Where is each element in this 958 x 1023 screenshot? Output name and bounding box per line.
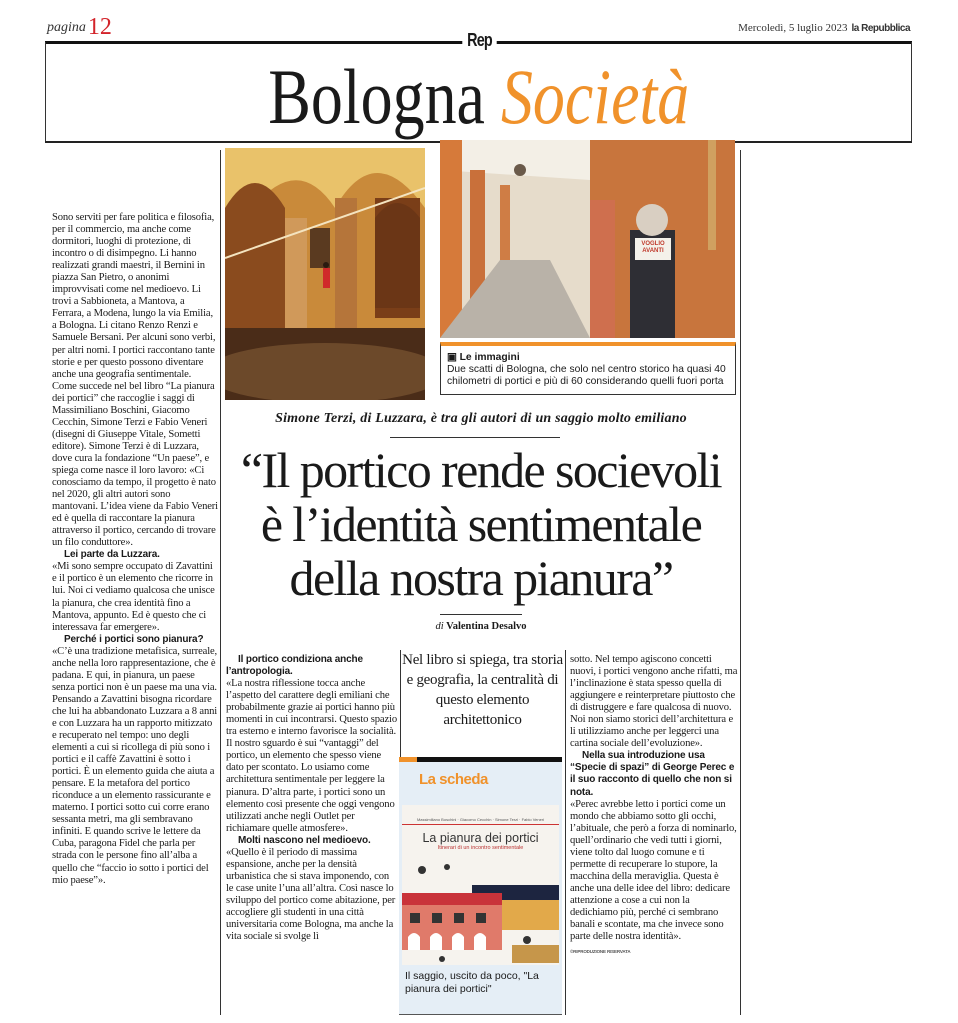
book-subtitle: Itinerari di un incontro sentimentale (437, 845, 524, 851)
headline-line: è l’identità sentimentale (260, 496, 702, 552)
date: Mercoledì, 5 luglio 2023 (738, 22, 848, 34)
title-city: Bologna (267, 53, 485, 140)
camera-icon: ▣ (447, 352, 457, 363)
copyright: ©RIPRODUZIONE RISERVATA (570, 949, 631, 955)
subheading: Nella sua introduzione usa “Specie di spazi” di George Perec e il suo racconto di quello che non si nota. (570, 750, 735, 798)
book-cover (402, 805, 559, 965)
right-column (570, 654, 740, 958)
headline (225, 443, 737, 605)
kicker-rule (390, 437, 560, 438)
left-column (52, 212, 218, 887)
headline-line: “Il portico rende socievoli (240, 442, 722, 498)
paragraph: Sono serviti per fare politica e filosofia, per il commercio, ma anche come dormitori, luoghi di protezione, di incontro o di disimpegno. Li hanno realizzati grandi maestri, il Bernini in piazza San Pietro, o anonimi improvvisati come nel medioevo. Li trovi a Sabbioneta, a Mantova, a Ferrara, a Modena, lungo la via Emilia, a Bologna. Li citano Renzo Renzi e Samuele Bersani. Per alcuni sono verbi, per altri nomi. I portici raccontano tante storie e per questo possono diventare anche una geografia sentimentale. Come succede nel bel libro “La pianura dei portici” che raccoglie i saggi di Massimiliano Boschini, Giacomo Cecchin, Simone Terzi e Fabio Veneri (disegni di Giuseppe Vitale, Sometti editore). Simone Terzi è di Luzzara, dove cura la fondazione “Un paese”, e spiega come nasce il loro lavoro: «Ci conosciamo da tempo, il progetto è nato nel 2020, gli altri autori sono mantovani. L’idea viene da Fabio Veneri ed è quella di raccontare la pianura attraverso il portico, cercando di trovare un filo conduttore». (52, 212, 218, 549)
paragraph: «Mi sono sempre occupato di Zavattini e il portico è un elemento che ricorre in lui. Noi ci vediamo qualcosa che unisce la pianura, che crea identità fino a Mantova, appunto. Ed è questo che ci interessava far emergere». (52, 561, 215, 633)
page-number-value: 12 (87, 14, 112, 40)
book-caption: Il saggio, uscito da poco, "La pianura dei portici" (405, 970, 539, 995)
book-title: La pianura dei portici (422, 831, 539, 845)
box-bar (399, 757, 562, 762)
box-label: La scheda (419, 771, 488, 788)
photo-illustration (440, 140, 735, 338)
column-rule (565, 650, 566, 1015)
byline (225, 621, 737, 632)
page-number (47, 14, 112, 41)
mural-sign: VOGLIO AVANTI (635, 238, 671, 260)
paragraph: sotto. Nel tempo agiscono concetti nuovi, i portici vengono anche rifatti, ma l’inclinazione è stata spesso quella di aggiungere e reinterpretare piuttosto che di distruggere e fare qualcosa di nuovo. Noi non siamo storici dell’architettura e li utilizziamo anche per leggerci una cartina sociale dell’evoluzione». (570, 654, 738, 750)
section-title (45, 52, 912, 142)
kicker: Simone Terzi, di Luzzara, è tra gli autori di un saggio molto emiliano (275, 411, 687, 426)
paragraph: «Quello è il periodo di massima espansione, anche per la densità urbanistica che si stava imponendo, con le case unite l’una all’altra. Così nasce lo sviluppo del portico come abitazione, per accogliere gli studenti in una città universitaria come Bologna, ma anche la vita sociale si svolge lì (226, 846, 396, 943)
dateline (738, 22, 910, 34)
photo-illustration (225, 148, 425, 400)
cover-illustration (402, 855, 559, 965)
paragraph: «C’è una tradizione metafisica, surreale, anche nella loro rappresentazione, che è padana. E qui, in pianura, un paese senza portici non è un paese ma una via. Pensando a Zavattini bisogna ricordare che lui ha abbandonato Luzzara a 8 anni e con Luzzara ha un rapporto mitizzato e recuperato nel tempo: uno degli elementi a cui si ricollega di più sono i portici e il caffè Zavattini è sotto i portici. È un elemento guida che aiuta a pensare. E la metafora del portico riconduce a un elemento rassicurante e materno. I portici sotto cui corre erano sessanta metri, ma gli sembravano infiniti. E quando scrive le lettere da Cuba, paragona Fidel che parla per strada con le persone fino all’alba a quello che “faccio io sotto i portici del mio paese”». (52, 645, 218, 886)
page-label: pagina (47, 20, 86, 35)
photo-portico-mural (440, 140, 735, 338)
photo-caption (440, 342, 736, 395)
rep-logo: Rep (462, 30, 496, 51)
subheading: Lei parte da Luzzara. (64, 549, 160, 561)
book-authors: Massimiliano Boschini · Giacomo Cecchin · Simone Terzi · Fabio Veneri (402, 817, 559, 825)
newspaper-logo: la Repubblica (851, 23, 910, 34)
byline-prefix: di (435, 621, 444, 632)
caption-title: Le immagini (459, 352, 520, 363)
pull-quote: Nel libro si spiega, tra storia e geografia, la centralità di questo elemento architettonico (402, 652, 563, 728)
caption-text: Due scatti di Bologna, che solo nel centro storico ha quasi 40 chilometri di portici e più di 60 considerando quelli fuori porta (447, 364, 726, 387)
paragraph: «Perec avrebbe letto i portici come un mondo che abbiamo sotto gli occhi, l’abituale, che però a forza di nominarlo, quell’ordinario che vedi tutti i giorni, viene tolto dal luogo comune e ti permette di recuperare lo stupore, la macchina della meraviglia. Questa è anche una delle idee del libro: dedicare attenzione a cose a cui non la dedichiamo più, perché ci sembrano banali e scontate, ma che invece sono parte delle nostra identità». (570, 798, 737, 943)
column-rule (220, 150, 221, 1015)
headline-line: della nostra pianura” (289, 550, 673, 606)
book-box (399, 757, 562, 1015)
paragraph: «La nostra riflessione tocca anche l’aspetto del carattere degli emiliani che probabilmente grazie ai portici hanno più momenti in cui incontrarsi. Questo spazio tra esterno e interno favorisce la socialità. Il nostro sguardo è sui “vantaggi” del portico, un elemento che spesso viene dato per scontato. Lo usiamo come architettura sentimentale per leggere la pianura. D’altra parte, i portici sono un elemento così presente che oggi vengono utilizzati anche negli Outlet per richiamare quelle atmosfere». (226, 678, 397, 834)
byline-author: Valentina Desalvo (446, 621, 527, 632)
title-section: Società (500, 53, 689, 140)
column-rule (740, 150, 741, 1015)
byline-rule (440, 614, 522, 615)
subheading: Molti nascono nel medioevo. (238, 834, 371, 846)
subheading: Il portico condiziona anche l’antropologia. (226, 654, 363, 678)
photo-portico-arches (225, 148, 425, 400)
middle-column (226, 654, 398, 943)
subheading: Perché i portici sono pianura? (64, 633, 204, 645)
